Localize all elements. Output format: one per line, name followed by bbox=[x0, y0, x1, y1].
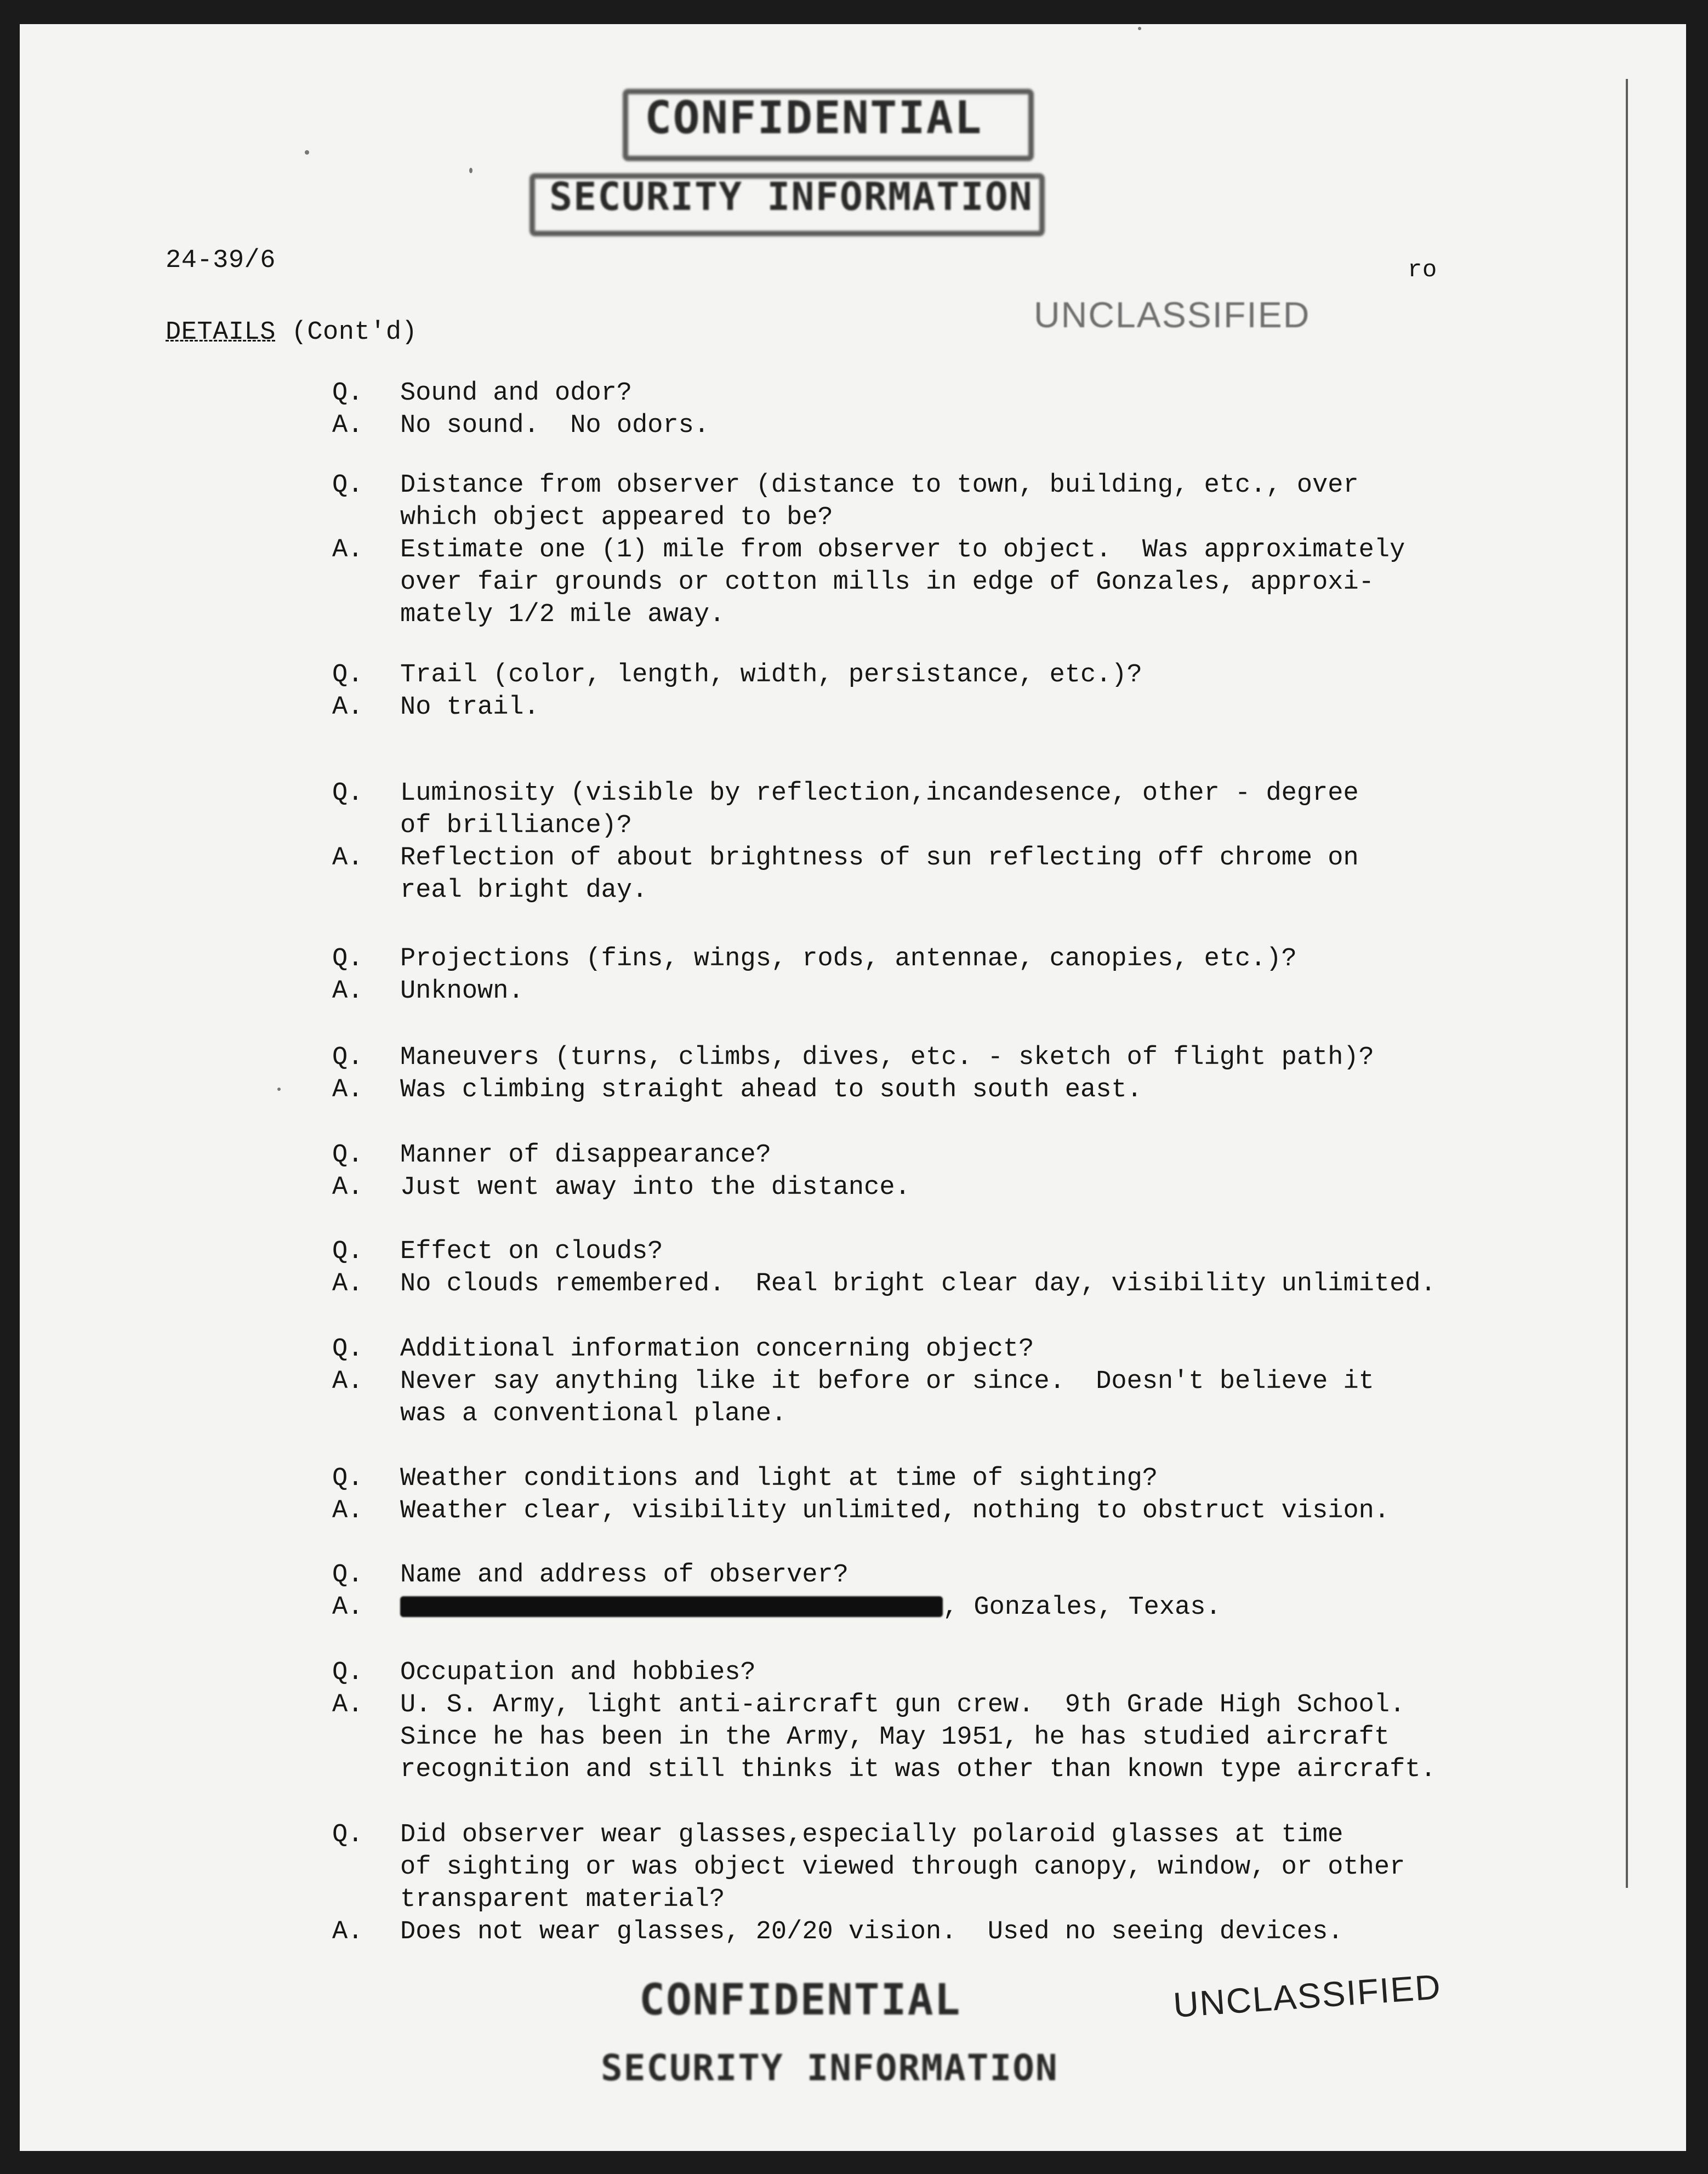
answer-row: A. No sound. No odors. bbox=[332, 411, 710, 440]
answer-row: A. Was climbing straight ahead to south south east. bbox=[332, 1075, 1142, 1105]
answer-row: A. Just went away into the distance. bbox=[332, 1173, 910, 1202]
question-row-cont: which object appeared to be? bbox=[400, 503, 833, 532]
security-information-stamp-bottom: SECURITY INFORMATION bbox=[601, 2047, 1058, 2089]
answer-row: A. No trail. bbox=[332, 693, 539, 722]
answer-row: A. Never say anything like it before or since. Doesn't believe it bbox=[332, 1367, 1374, 1396]
answer-row-cont: recognition and still thinks it was other than known type aircraft. bbox=[400, 1755, 1436, 1784]
question-row: Q. Weather conditions and light at time of sighting? bbox=[332, 1464, 1158, 1493]
qa-block-additional-info bbox=[332, 1333, 1538, 1430]
document-page bbox=[20, 24, 1686, 2151]
qa-block-trail bbox=[332, 659, 1538, 724]
qa-block-distance bbox=[332, 469, 1538, 631]
answer-row-cont: real bright day. bbox=[400, 876, 648, 905]
unclassified-stamp-bottom: UNCLASSIFIED bbox=[1172, 1967, 1443, 2025]
document-number: 24-39/6 bbox=[166, 246, 276, 275]
question-row: Q. Name and address of observer? bbox=[332, 1561, 849, 1590]
qa-block-maneuvers bbox=[332, 1042, 1538, 1106]
question-row: Q. Distance from observer (distance to town, building, etc., over bbox=[332, 471, 1359, 500]
answer-row: A. Weather clear, visibility unlimited, nothing to obstruct vision. bbox=[332, 1496, 1390, 1526]
answer-row-cont: Since he has been in the Army, May 1951, he has studied aircraft bbox=[400, 1723, 1390, 1752]
qa-block-luminosity bbox=[332, 777, 1538, 907]
qa-block-weather bbox=[332, 1462, 1538, 1527]
question-row: Q. Luminosity (visible by reflection,incandesence, other - degree bbox=[332, 779, 1359, 808]
question-row-cont: of sighting or was object viewed through canopy, window, or other bbox=[400, 1853, 1405, 1882]
answer-row-cont: was a conventional plane. bbox=[400, 1399, 787, 1429]
answer-row: A. Unknown. bbox=[332, 977, 524, 1006]
question-row: Q. Sound and odor? bbox=[332, 379, 633, 408]
confidential-stamp-bottom: CONFIDENTIAL bbox=[639, 1976, 961, 2025]
details-continued: (Cont'd) bbox=[275, 318, 418, 347]
unclassified-stamp-top: UNCLASSIFIED bbox=[1034, 294, 1311, 335]
qa-block-disappearance bbox=[332, 1139, 1538, 1204]
scan-speck bbox=[469, 168, 472, 173]
question-row-cont: transparent material? bbox=[400, 1885, 725, 1914]
answer-row: A. Estimate one (1) mile from observer to object. Was approximately bbox=[332, 536, 1405, 565]
details-heading bbox=[166, 316, 417, 349]
scan-speck bbox=[1138, 27, 1141, 30]
question-row: Q. Effect on clouds? bbox=[332, 1237, 663, 1266]
margin-rule bbox=[1626, 79, 1628, 1888]
redaction-bar bbox=[400, 1596, 943, 1617]
observer-location: , Gonzales, Texas. bbox=[943, 1593, 1221, 1622]
question-row: Q. Projections (fins, wings, rods, antennae, canopies, etc.)? bbox=[332, 944, 1297, 974]
qa-block-glasses bbox=[332, 1819, 1538, 1948]
answer-row: A. U. S. Army, light anti-aircraft gun crew. 9th Grade High School. bbox=[332, 1691, 1405, 1720]
answer-row: A. Does not wear glasses, 20/20 vision. Used no seeing devices. bbox=[332, 1917, 1343, 1947]
question-row: Q. Did observer wear glasses,especially polaroid glasses at time bbox=[332, 1820, 1343, 1849]
details-label: DETAILS bbox=[166, 318, 276, 347]
question-row: Q. Maneuvers (turns, climbs, dives, etc. - sketch of flight path)? bbox=[332, 1043, 1374, 1072]
qa-block-projections bbox=[332, 943, 1538, 1008]
qa-block-occupation bbox=[332, 1657, 1538, 1786]
security-information-stamp-top: SECURITY INFORMATION bbox=[549, 174, 1033, 219]
answer-row: A. , Gonzales, Texas. bbox=[332, 1593, 1221, 1622]
question-row: Q. Trail (color, length, width, persistance, etc.)? bbox=[332, 661, 1142, 690]
scan-speck bbox=[277, 1088, 281, 1091]
answer-row-cont: over fair grounds or cotton mills in edge of Gonzales, approxi- bbox=[400, 568, 1374, 597]
scan-speck bbox=[305, 150, 309, 155]
reviewer-initials: ro bbox=[1408, 257, 1437, 284]
question-row-cont: of brilliance)? bbox=[400, 811, 633, 840]
question-row: Q. Additional information concerning object? bbox=[332, 1335, 1034, 1364]
qa-block-clouds bbox=[332, 1236, 1538, 1300]
qa-block-sound bbox=[332, 377, 1538, 442]
confidential-stamp-top: CONFIDENTIAL bbox=[645, 92, 983, 144]
question-row: Q. Manner of disappearance? bbox=[332, 1141, 771, 1170]
answer-row-cont: mately 1/2 mile away. bbox=[400, 600, 725, 629]
qa-block-observer-name bbox=[332, 1559, 1538, 1624]
answer-row: A. Reflection of about brightness of sun reflecting off chrome on bbox=[332, 844, 1359, 873]
question-row: Q. Occupation and hobbies? bbox=[332, 1658, 756, 1687]
answer-row: A. No clouds remembered. Real bright clear day, visibility unlimited. bbox=[332, 1270, 1436, 1299]
